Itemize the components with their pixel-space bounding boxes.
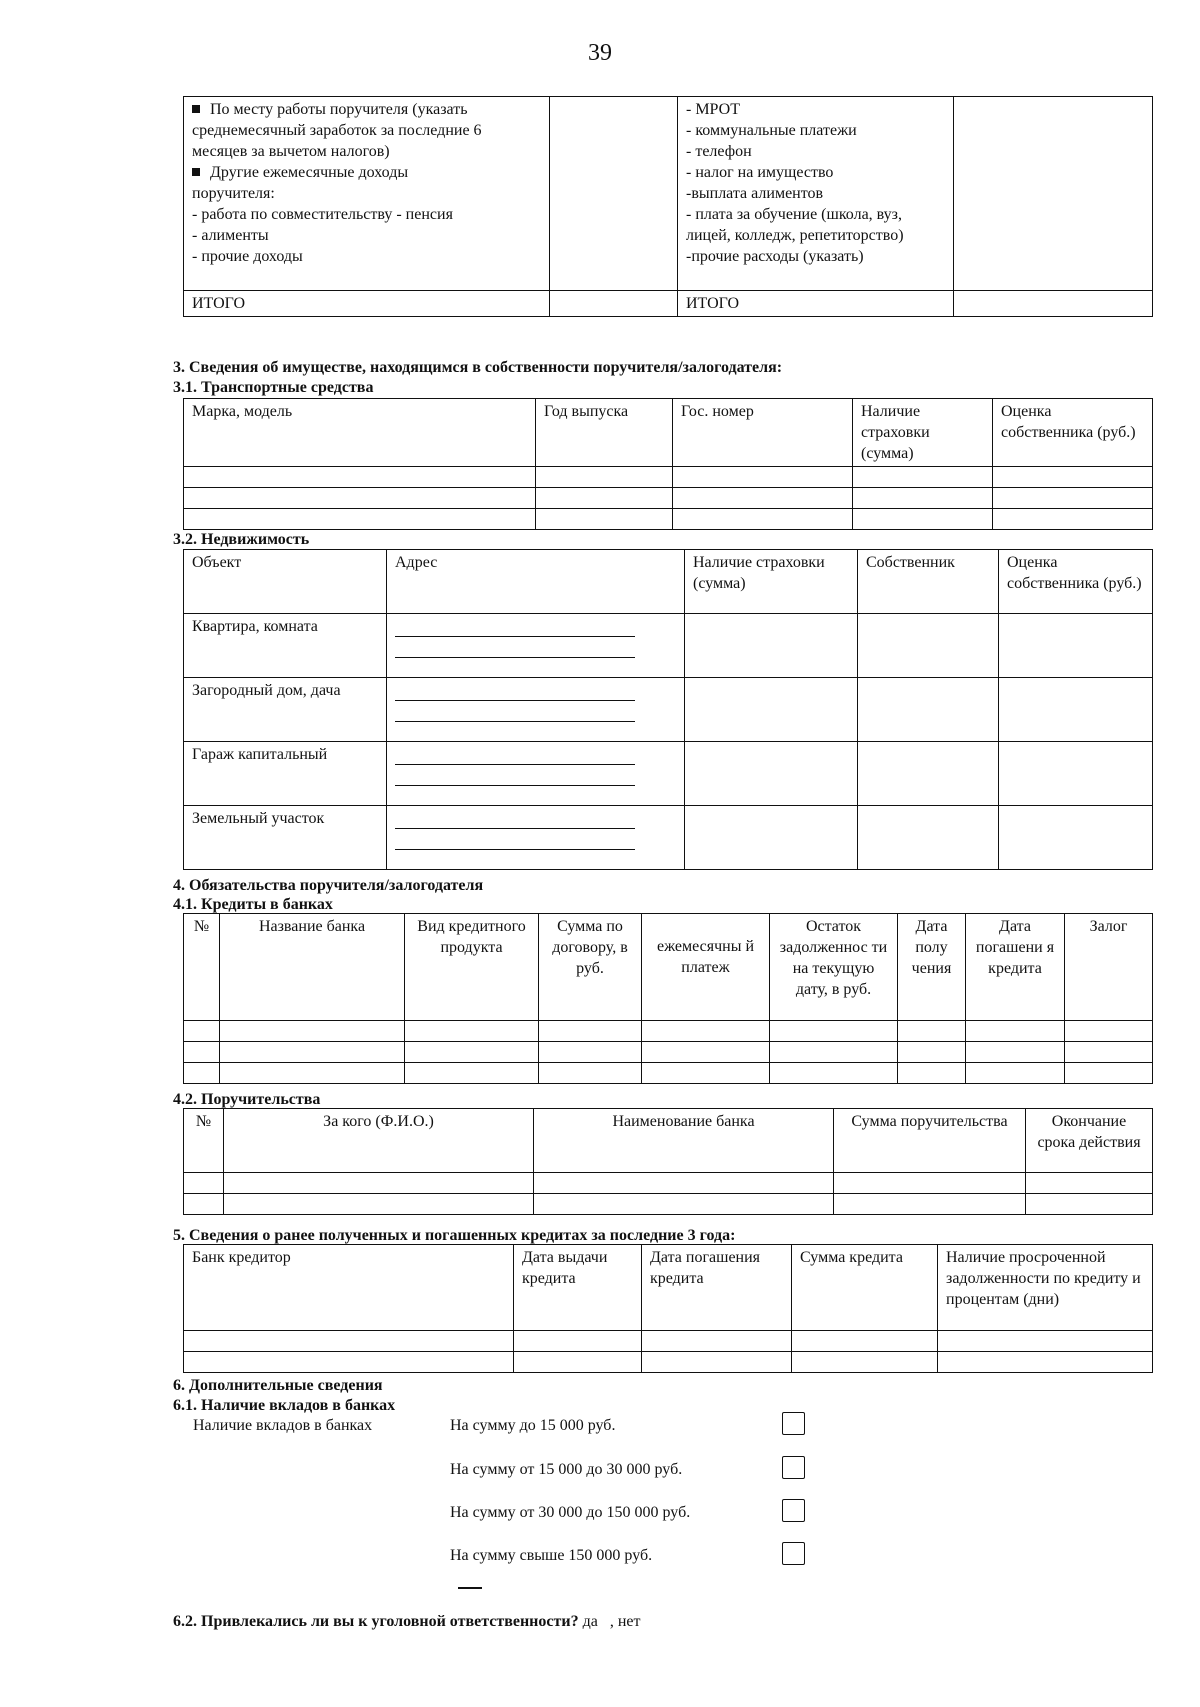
expense-line: -выплата алиментов <box>686 185 824 202</box>
table-cell[interactable] <box>184 488 536 509</box>
table-cell[interactable] <box>1065 1042 1153 1063</box>
page-number: 39 <box>588 40 612 66</box>
table-row <box>184 678 1153 742</box>
table-cell[interactable] <box>685 614 858 678</box>
table-cell[interactable] <box>993 509 1153 530</box>
table-cell[interactable] <box>853 467 993 488</box>
section4-title: 4. Обязательства поручителя/залогодателя <box>173 877 484 894</box>
table-row <box>184 1352 1153 1373</box>
expense-line: - коммунальные платежи <box>686 122 857 139</box>
expense-line: - плата за обучение (школа, вуз, <box>686 206 902 223</box>
realty-header-address: Адрес <box>387 550 685 614</box>
table-cell[interactable] <box>642 1021 770 1042</box>
deposit-option <box>0 1547 1200 1577</box>
table-cell[interactable] <box>536 467 673 488</box>
expense-total-label: ИТОГО <box>678 291 954 317</box>
table-cell[interactable] <box>770 1063 898 1084</box>
table-row <box>184 1173 1153 1194</box>
past-credits-table <box>183 1244 1153 1373</box>
table-cell[interactable] <box>642 1352 792 1373</box>
transport-title: 3.1. Транспортные средства <box>173 379 374 396</box>
table-cell[interactable] <box>184 1194 224 1215</box>
address-line <box>395 829 635 850</box>
credits-header-number: № <box>184 914 220 1021</box>
table-cell[interactable] <box>405 1042 539 1063</box>
credits-header-balance: Остаток задолженнос ти на текущую дату, в руб. <box>770 914 898 1021</box>
table-cell[interactable] <box>224 1194 534 1215</box>
table-cell[interactable] <box>184 467 536 488</box>
table-cell[interactable] <box>792 1352 938 1373</box>
table-row <box>184 509 1153 530</box>
expense-line: - налог на имущество <box>686 164 834 181</box>
table-row <box>184 1063 1153 1084</box>
address-line <box>395 744 635 765</box>
table-cell[interactable] <box>673 488 853 509</box>
income-line: - прочие доходы <box>192 248 303 265</box>
realty-title: 3.2. Недвижимость <box>173 531 310 548</box>
expense-line: - телефон <box>686 143 752 160</box>
address-line <box>395 637 635 658</box>
guarantees-header-sum: Сумма поручительства <box>834 1109 1026 1173</box>
criminal-yes[interactable]: да <box>582 1613 598 1630</box>
realty-object-house: Загородный дом, дача <box>184 678 387 742</box>
guarantees-title: 4.2. Поручительства <box>173 1091 321 1108</box>
past-header-issue-date: Дата выдачи кредита <box>514 1245 642 1331</box>
table-cell[interactable] <box>898 1063 966 1084</box>
table-cell[interactable] <box>220 1063 405 1084</box>
table-cell[interactable] <box>858 806 999 870</box>
deposit-option <box>0 1461 1200 1491</box>
credits-table <box>183 913 1153 1084</box>
table-cell[interactable] <box>938 1331 1153 1352</box>
transport-header-valuation: Оценка собственника (руб.) <box>993 399 1153 467</box>
expense-total-value[interactable] <box>954 291 1153 317</box>
expense-amount-cell[interactable] <box>954 97 1153 291</box>
income-total-value[interactable] <box>550 291 678 317</box>
transport-header-model: Марка, модель <box>184 399 536 467</box>
realty-address-cell[interactable] <box>387 806 685 870</box>
table-cell[interactable] <box>1065 1021 1153 1042</box>
table-row <box>184 614 1153 678</box>
deposit-option-label: На сумму от 30 000 до 150 000 руб. <box>450 1504 691 1521</box>
transport-header-insurance: Наличие страховки (сумма) <box>853 399 993 467</box>
table-cell[interactable] <box>642 1063 770 1084</box>
realty-header-valuation: Оценка собственника (руб.) <box>999 550 1153 614</box>
transport-header-year: Год выпуска <box>536 399 673 467</box>
table-row <box>184 806 1153 870</box>
deposit-option <box>0 1417 1200 1447</box>
table-cell[interactable] <box>405 1063 539 1084</box>
address-line <box>395 616 635 637</box>
bullet-square-icon <box>192 105 200 113</box>
criminal-question: 6.2. Привлекались ли вы к уголовной ответственности? <box>173 1613 579 1630</box>
table-cell[interactable] <box>834 1173 1026 1194</box>
table-cell[interactable] <box>642 1042 770 1063</box>
deposits-title: 6.1. Наличие вкладов в банках <box>173 1397 396 1414</box>
realty-table <box>183 549 1153 870</box>
table-cell[interactable] <box>770 1042 898 1063</box>
table-cell[interactable] <box>993 488 1153 509</box>
section6-title: 6. Дополнительные сведения <box>173 1377 383 1394</box>
realty-object-garage: Гараж капитальный <box>184 742 387 806</box>
guarantees-header-number: № <box>184 1109 224 1173</box>
table-row <box>184 1042 1153 1063</box>
deposit-checkbox[interactable] <box>782 1499 805 1522</box>
deposits-label: Наличие вкладов в банках <box>193 1417 373 1434</box>
income-line: поручителя: <box>192 185 275 202</box>
income-line: месяцев за вычетом налогов) <box>192 143 390 160</box>
income-line: - работа по совместительству - пенсия <box>192 206 453 223</box>
table-cell[interactable] <box>184 1331 514 1352</box>
income-total-label: ИТОГО <box>184 291 550 317</box>
table-cell[interactable] <box>999 678 1153 742</box>
table-cell[interactable] <box>539 1063 642 1084</box>
income-list-cell <box>184 97 550 291</box>
income-line: По месту работы поручителя (указать <box>192 99 541 120</box>
table-cell[interactable] <box>770 1021 898 1042</box>
past-header-repay-date: Дата погашения кредита <box>642 1245 792 1331</box>
table-cell[interactable] <box>514 1331 642 1352</box>
realty-object-apartment: Квартира, комната <box>184 614 387 678</box>
table-cell[interactable] <box>534 1194 834 1215</box>
realty-address-cell[interactable] <box>387 742 685 806</box>
table-cell[interactable] <box>184 1021 220 1042</box>
table-cell[interactable] <box>514 1352 642 1373</box>
address-line <box>395 701 635 722</box>
table-cell[interactable] <box>858 678 999 742</box>
section3-title: 3. Сведения об имуществе, находящимся в собственности поручителя/залогодателя: <box>173 359 783 376</box>
deposit-option <box>0 1504 1200 1534</box>
table-cell[interactable] <box>898 1042 966 1063</box>
table-cell[interactable] <box>685 678 858 742</box>
table-cell[interactable] <box>1026 1194 1153 1215</box>
guarantees-header-bank: Наименование банка <box>534 1109 834 1173</box>
table-row <box>184 742 1153 806</box>
credits-header-product: Вид кредитного продукта <box>405 914 539 1021</box>
table-cell[interactable] <box>898 1021 966 1042</box>
table-cell[interactable] <box>184 1063 220 1084</box>
realty-object-land: Земельный участок <box>184 806 387 870</box>
deposit-option-label: На сумму свыше 150 000 руб. <box>450 1547 653 1564</box>
credits-header-bank: Название банка <box>220 914 405 1021</box>
table-cell[interactable] <box>853 488 993 509</box>
table-cell[interactable] <box>405 1021 539 1042</box>
table-cell[interactable] <box>966 1042 1065 1063</box>
table-cell[interactable] <box>534 1173 834 1194</box>
table-row <box>184 1331 1153 1352</box>
table-cell[interactable] <box>673 467 853 488</box>
past-header-overdue: Наличие просроченной задолженности по кредиту и процентам (дни) <box>938 1245 1153 1331</box>
table-cell[interactable] <box>224 1173 534 1194</box>
table-row <box>184 1021 1153 1042</box>
table-cell[interactable] <box>792 1331 938 1352</box>
table-row <box>184 488 1153 509</box>
transport-header-plate: Гос. номер <box>673 399 853 467</box>
address-line <box>395 765 635 786</box>
expense-line: -прочие расходы (указать) <box>686 248 864 265</box>
table-cell[interactable] <box>1026 1173 1153 1194</box>
income-line: среднемесячный заработок за последние 6 <box>192 122 482 139</box>
deposit-checkbox[interactable] <box>782 1456 805 1479</box>
section5-title: 5. Сведения о ранее полученных и погашенных кредитах за последние 3 года: <box>173 1227 736 1244</box>
deposit-checkbox[interactable] <box>782 1542 805 1565</box>
guarantees-table <box>183 1108 1153 1215</box>
expense-list-cell <box>678 97 954 291</box>
table-cell[interactable] <box>1065 1063 1153 1084</box>
income-line: Другие ежемесячные доходы <box>192 162 541 183</box>
credits-header-monthly: ежемесячны й платеж <box>642 914 770 1021</box>
income-amount-cell[interactable] <box>550 97 678 291</box>
table-cell[interactable] <box>966 1063 1065 1084</box>
deposit-option-label: На сумму от 15 000 до 30 000 руб. <box>450 1461 683 1478</box>
past-header-amount: Сумма кредита <box>792 1245 938 1331</box>
table-cell[interactable] <box>853 509 993 530</box>
table-cell[interactable] <box>184 1352 514 1373</box>
credits-header-amount: Сумма по договору, в руб. <box>539 914 642 1021</box>
credits-header-collateral: Залог <box>1065 914 1153 1021</box>
table-cell[interactable] <box>184 1042 220 1063</box>
expense-line: лицей, колледж, репетиторство) <box>686 227 904 244</box>
address-line <box>395 808 635 829</box>
table-cell[interactable] <box>673 509 853 530</box>
table-cell[interactable] <box>220 1021 405 1042</box>
criminal-no[interactable]: , нет <box>609 1613 641 1630</box>
table-cell[interactable] <box>834 1194 1026 1215</box>
realty-address-cell[interactable] <box>387 614 685 678</box>
table-cell[interactable] <box>539 1042 642 1063</box>
table-cell[interactable] <box>184 1173 224 1194</box>
table-cell[interactable] <box>220 1042 405 1063</box>
table-cell[interactable] <box>685 806 858 870</box>
deposit-checkbox[interactable] <box>782 1412 805 1435</box>
table-row <box>184 1194 1153 1215</box>
table-cell[interactable] <box>536 488 673 509</box>
table-row <box>184 467 1153 488</box>
realty-address-cell[interactable] <box>387 678 685 742</box>
table-cell[interactable] <box>999 742 1153 806</box>
table-cell[interactable] <box>858 614 999 678</box>
guarantees-header-person: За кого (Ф.И.О.) <box>224 1109 534 1173</box>
table-cell[interactable] <box>966 1021 1065 1042</box>
credits-header-repay-date: Дата погашени я кредита <box>966 914 1065 1021</box>
income-line: - алименты <box>192 227 269 244</box>
table-cell[interactable] <box>858 742 999 806</box>
table-cell[interactable] <box>938 1352 1153 1373</box>
table-cell[interactable] <box>184 509 536 530</box>
table-cell[interactable] <box>993 467 1153 488</box>
table-cell[interactable] <box>685 742 858 806</box>
table-cell[interactable] <box>642 1331 792 1352</box>
past-header-bank: Банк кредитор <box>184 1245 514 1331</box>
transport-table <box>183 398 1153 530</box>
bullet-square-icon <box>192 168 200 176</box>
table-cell[interactable] <box>539 1021 642 1042</box>
table-cell[interactable] <box>536 509 673 530</box>
expense-line: - МРОТ <box>686 101 740 118</box>
deposit-option-label: На сумму до 15 000 руб. <box>450 1417 616 1434</box>
credits-title: 4.1. Кредиты в банках <box>173 896 333 913</box>
income-expense-table <box>183 96 1153 317</box>
realty-header-insurance: Наличие страховки (сумма) <box>685 550 858 614</box>
dash-mark <box>458 1587 482 1589</box>
realty-header-owner: Собственник <box>858 550 999 614</box>
credits-header-issue-date: Дата полу чения <box>898 914 966 1021</box>
table-cell[interactable] <box>999 806 1153 870</box>
guarantees-header-expiry: Окончание срока действия <box>1026 1109 1153 1173</box>
address-line <box>395 680 635 701</box>
realty-header-object: Объект <box>184 550 387 614</box>
criminal-question-line <box>173 1613 640 1631</box>
table-cell[interactable] <box>999 614 1153 678</box>
